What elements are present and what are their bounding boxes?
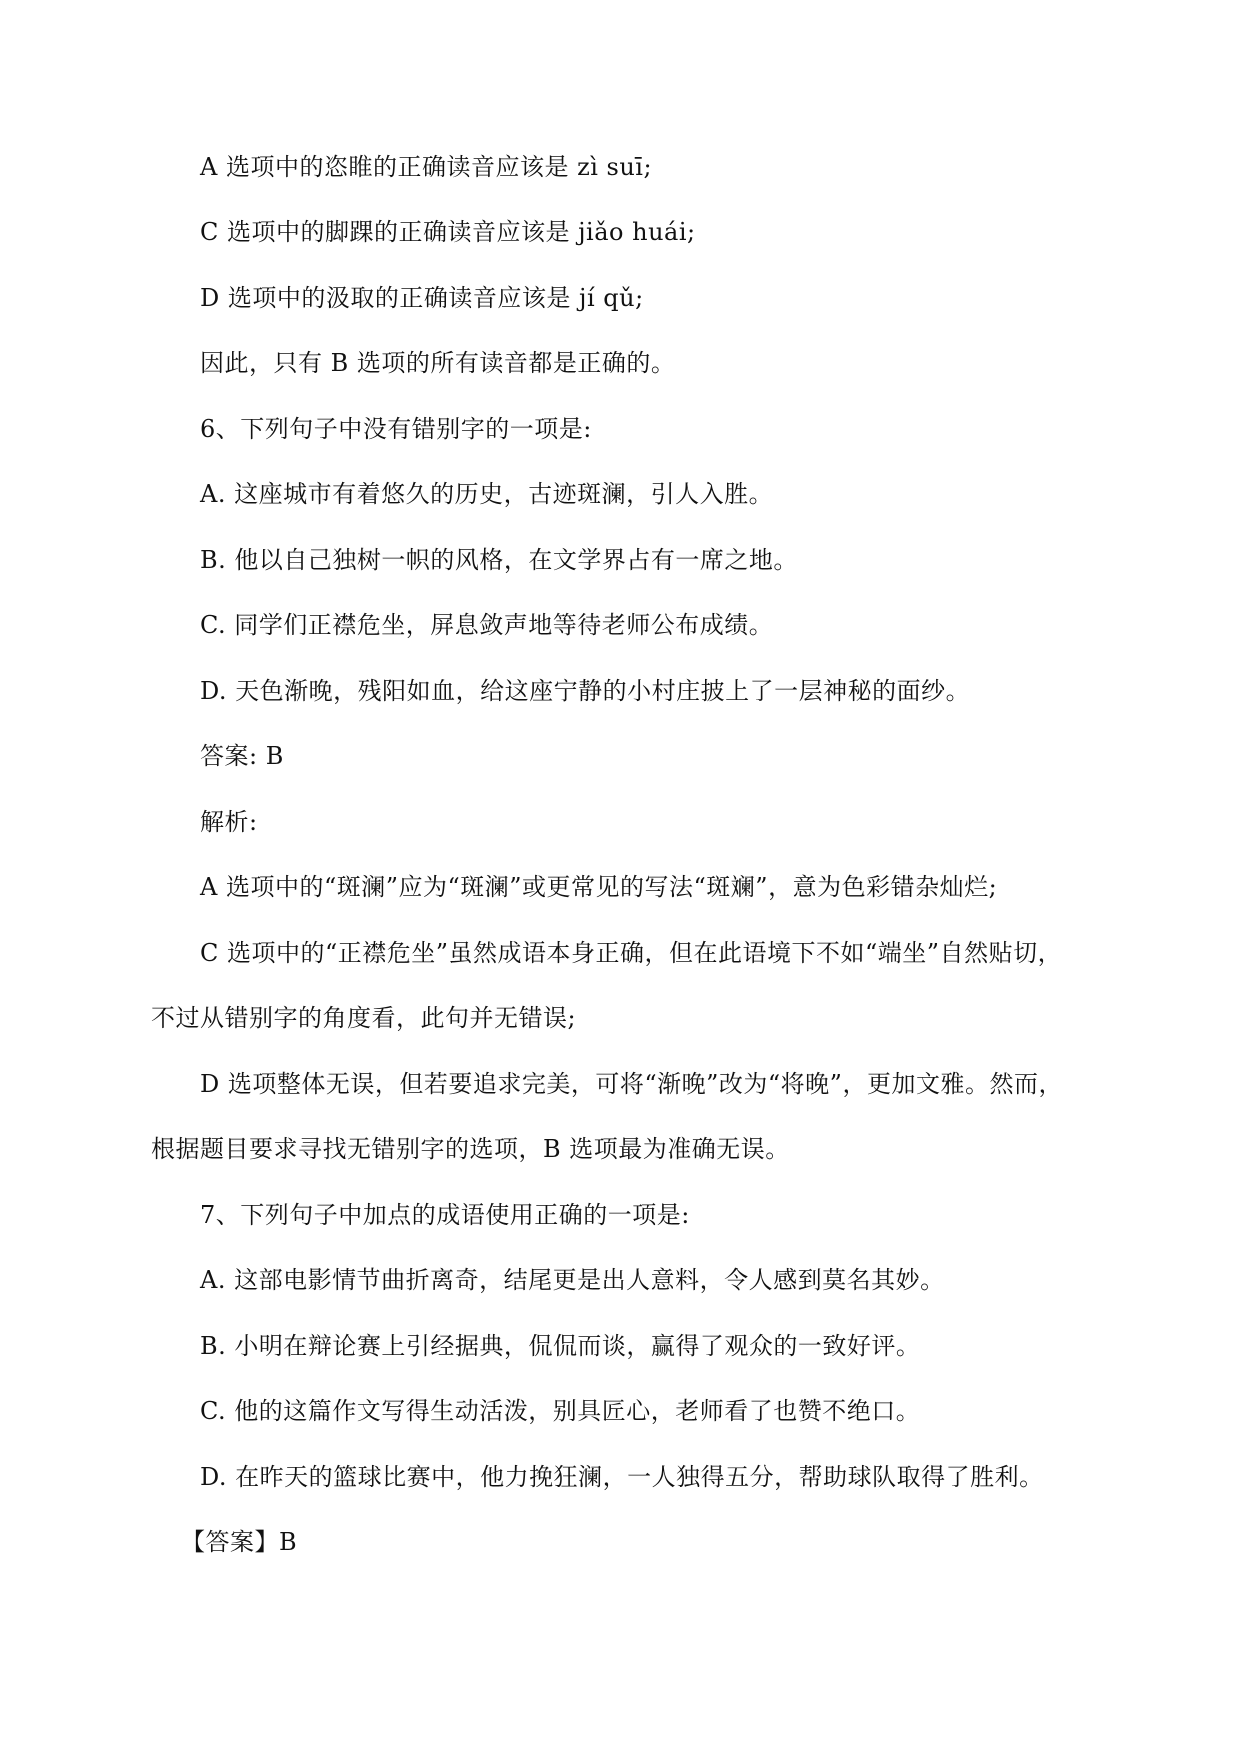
question-7-option-a: A. 这部电影情节曲折离奇，结尾更是出人意料，令人感到莫名其妙。 — [200, 1266, 945, 1294]
question-6-analysis-c: C 选项中的“正襟危坐”虽然成语本身正确，但在此语境下不如“端坐”自然贴切， — [200, 939, 1063, 967]
question-6-analysis-d-continued: 根据题目要求寻找无错别字的选项，B 选项最为准确无误。 — [151, 1135, 790, 1163]
question-6-analysis-d: D 选项整体无误，但若要追求完美，可将“渐晚”改为“将晚”，更加文雅。然而， — [200, 1070, 1063, 1098]
question-6-option-b: B. 他以自己独树一帜的风格，在文学界占有一席之地。 — [200, 546, 798, 574]
question-6-analysis-a: A 选项中的“斑澜”应为“斑澜”或更常见的写法“斑斓”，意为色彩错杂灿烂; — [200, 873, 998, 901]
question-6-stem: 6、下列句子中没有错别字的一项是: — [200, 415, 592, 443]
question-6-option-c: C. 同学们正襟危坐，屏息敛声地等待老师公布成绩。 — [200, 611, 774, 639]
question-6-option-a: A. 这座城市有着悠久的历史，古迹斑澜，引人入胜。 — [200, 480, 774, 508]
question-6-option-d: D. 天色渐晚，残阳如血，给这座宁静的小村庄披上了一层神秘的面纱。 — [200, 677, 971, 705]
question-6-analysis-heading: 解析: — [200, 808, 258, 836]
answer-explanation-a-pinyin: A 选项中的恣睢的正确读音应该是 zì suī; — [200, 153, 653, 181]
answer-conclusion: 因此，只有 B 选项的所有读音都是正确的。 — [200, 349, 676, 377]
answer-explanation-c-pinyin: C 选项中的脚踝的正确读音应该是 jiǎo huái; — [200, 218, 696, 246]
question-7-stem: 7、下列句子中加点的成语使用正确的一项是: — [200, 1201, 690, 1229]
question-7-option-b: B. 小明在辩论赛上引经据典，侃侃而谈，赢得了观众的一致好评。 — [200, 1332, 921, 1360]
answer-explanation-d-pinyin: D 选项中的汲取的正确读音应该是 jí qǔ; — [200, 284, 644, 312]
question-7-answer: 【答案】B — [181, 1528, 298, 1556]
question-7-option-d: D. 在昨天的篮球比赛中，他力挽狂澜，一人独得五分，帮助球队取得了胜利。 — [200, 1463, 1044, 1491]
question-6-answer: 答案: B — [200, 742, 284, 770]
question-7-option-c: C. 他的这篇作文写得生动活泼，别具匠心，老师看了也赞不绝口。 — [200, 1397, 921, 1425]
question-6-analysis-c-continued: 不过从错别字的角度看，此句并无错误; — [151, 1004, 577, 1032]
